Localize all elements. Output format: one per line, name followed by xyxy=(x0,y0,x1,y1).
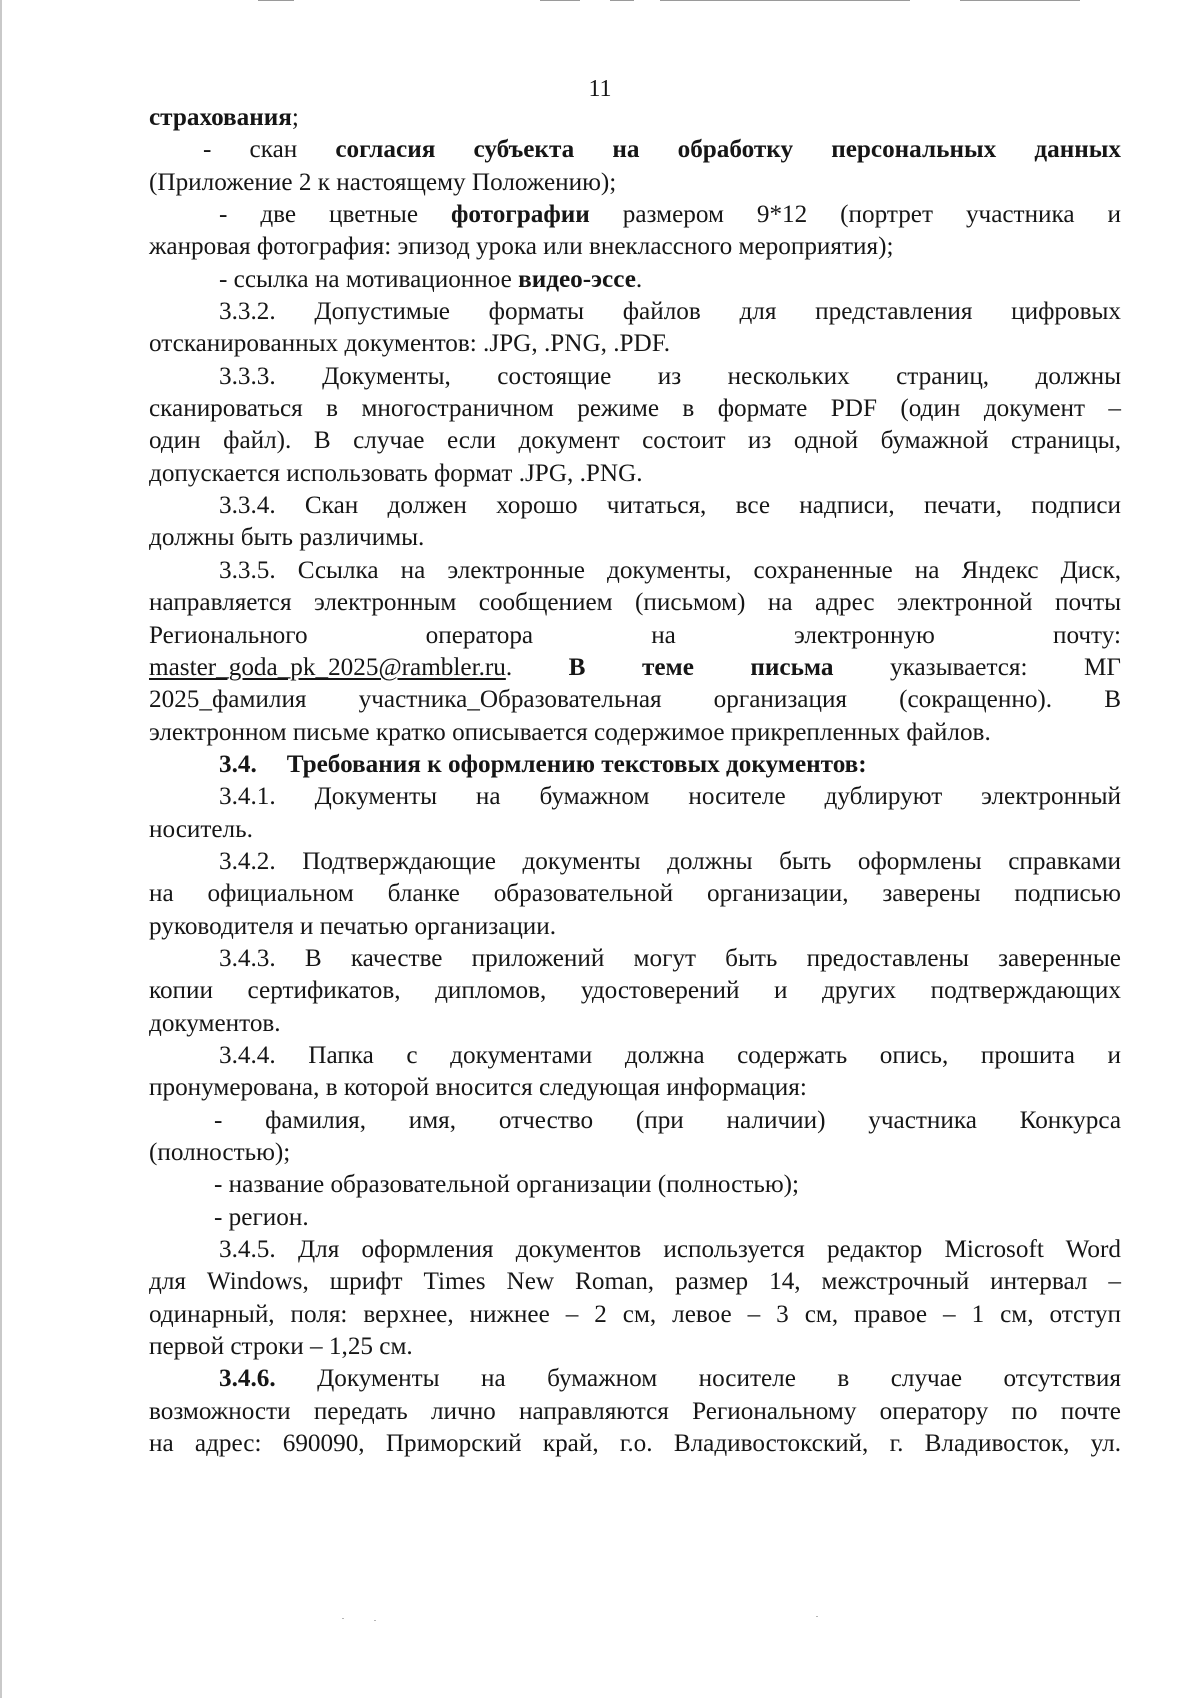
text-line: возможности передать лично направляются Региональному оператору по почте xyxy=(149,1397,1121,1425)
scan-artifact xyxy=(342,1618,344,1619)
text-line: одинарный, поля: верхнее, нижнее – 2 см, левое – 3 см, правое – 1 см, отступ xyxy=(149,1300,1121,1328)
clause-3-4-2: 3.4.2. Подтверждающие документы должны быть оформлены справками xyxy=(219,847,1121,875)
list-item-video: - ссылка на мотивационное видео-эссе. xyxy=(219,265,643,293)
text-line: должны быть различимы. xyxy=(149,524,425,552)
bold-term: согласия субъекта на обработку персональных данных xyxy=(335,136,1121,164)
page-number: 11 xyxy=(588,76,612,102)
bold-term: страхования xyxy=(149,104,292,131)
scan-artifact xyxy=(816,1616,818,1617)
clause-3-3-3: 3.3.3. Документы, состоящие из нескольких страниц, должны xyxy=(219,362,1121,390)
text-line: документов. xyxy=(149,1009,281,1037)
text-line: страхования; xyxy=(149,104,299,131)
text-line: Регионального оператора на электронную почту: xyxy=(149,621,1121,649)
clause-3-4-1: 3.4.1. Документы на бумажном носителе дублируют электронный xyxy=(219,783,1121,811)
text-line: направляется электронным сообщением (письмом) на адрес электронной почты xyxy=(149,589,1121,617)
clause-3-4-4: 3.4.4. Папка с документами должна содержать опись, прошита и xyxy=(219,1041,1121,1069)
scan-artifact xyxy=(540,0,580,1)
scan-artifact xyxy=(374,1620,376,1621)
bold-clause-number: 3.4.6. xyxy=(219,1365,276,1393)
list-item-organization: - название образовательной организации (полностью); xyxy=(214,1171,800,1199)
list-item-consent: - скан согласия субъекта на обработку персональных данных xyxy=(203,136,1121,164)
scan-edge xyxy=(0,0,2,1698)
scan-artifact xyxy=(960,0,1080,1)
text-line: допускается использовать формат .JPG, .PNG. xyxy=(149,459,643,487)
text-line: сканироваться в многостраничном режиме в формате PDF (один документ – xyxy=(149,395,1122,423)
clause-3-4-5: 3.4.5. Для оформления документов используется редактор Microsoft Word xyxy=(219,1236,1121,1264)
scan-artifact xyxy=(610,0,634,1)
text-line: один файл). В случае если документ состоит из одной бумажной страницы, xyxy=(149,427,1121,455)
text-line: на официальном бланке образовательной организации, заверены подписью xyxy=(149,880,1121,908)
section-heading-3-4: 3.4. Требования к оформлению текстовых документов: xyxy=(219,750,867,778)
text-line: master_goda_pk_2025@rambler.ru. В теме письма указывается: МГ xyxy=(149,653,1121,681)
list-item-region: - регион. xyxy=(214,1203,309,1231)
text-line: для Windows, шрифт Times New Roman, размер 14, межстрочный интервал – xyxy=(149,1268,1121,1296)
text-line: (полностью); xyxy=(149,1139,291,1166)
bold-term: видео-эссе xyxy=(518,265,636,293)
text-line: пронумерована, в которой вносится следующая информация: xyxy=(149,1074,807,1102)
clause-3-3-5: 3.3.5. Ссылка на электронные документы, сохраненные на Яндекс Диск, xyxy=(219,556,1121,584)
clause-3-4-6: 3.4.6. Документы на бумажном носителе в случае отсутствия xyxy=(219,1365,1121,1393)
text-line: электронном письме кратко описывается содержимое прикрепленных файлов. xyxy=(149,718,991,746)
email-link[interactable]: master_goda_pk_2025@rambler.ru xyxy=(149,653,506,681)
text-line: первой строки – 1,25 см. xyxy=(149,1333,413,1361)
text-line: 2025_фамилия участника_Образовательная организация (сокращенно). В xyxy=(149,686,1121,714)
document-body xyxy=(149,102,1121,1460)
bold-term: В теме письма xyxy=(568,653,834,681)
text-line: на адрес: 690090, Приморский край, г.о. Владивостокский, г. Владивосток, ул. xyxy=(149,1430,1121,1458)
list-item-photos: - две цветные фотографии размером 9*12 (портрет участника и xyxy=(219,201,1121,229)
clause-3-3-2: 3.3.2. Допустимые форматы файлов для представления цифровых xyxy=(219,298,1121,326)
clause-3-3-4: 3.3.4. Скан должен хорошо читаться, все надписи, печати, подписи xyxy=(219,492,1121,520)
text-line: (Приложение 2 к настоящему Положению); xyxy=(149,168,617,196)
text-line: руководителя и печатью организации. xyxy=(149,912,557,940)
text-line: копии сертификатов, дипломов, удостоверений и других подтверждающих xyxy=(149,977,1121,1005)
text-line: жанровая фотография: эпизод урока или внеклассного мероприятия); xyxy=(149,233,894,261)
bold-term: фотографии xyxy=(450,201,590,229)
scan-artifact xyxy=(258,0,294,1)
text-line: отсканированных документов: .JPG, .PNG, .PDF. xyxy=(149,330,671,358)
text-line: носитель. xyxy=(149,815,253,843)
list-item-full-name: - фамилия, имя, отчество (при наличии) участника Конкурса xyxy=(214,1106,1121,1134)
scan-artifact xyxy=(660,0,910,1)
clause-3-4-3: 3.4.3. В качестве приложений могут быть предоставлены заверенные xyxy=(219,944,1121,972)
